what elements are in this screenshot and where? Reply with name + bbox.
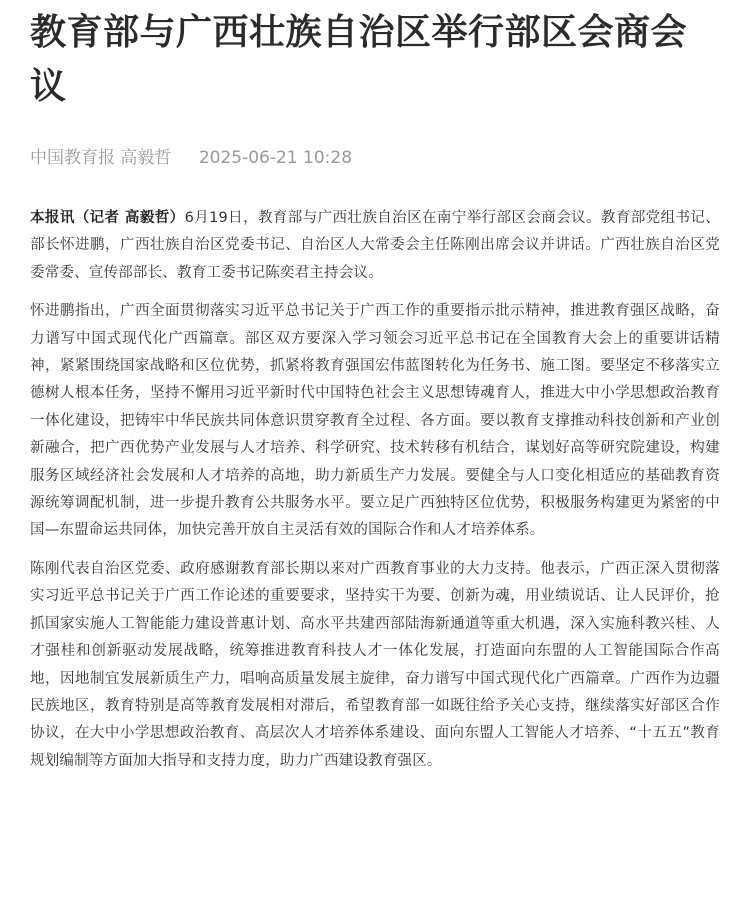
paragraph-text: 陈刚代表自治区党委、政府感谢教育部长期以来对广西教育事业的大力支持。他表示，广西正深入贯彻落实习近平总书记关于广西工作论述的重要要求，坚持实干为要、创新为魂，用业绩说话、让人民评价，抢抓国家实施人工智能能力建设普惠计划、高水平共建西部陆海新通道等重大机遇，深入实施科教兴桂、人才强桂和创新驱动发展战略，统筹推进教育科技人才一体化发展，打造面向东盟的人工智能国际合作高地，因地制宜发展新质生产力，唱响高质量发展主旋律，奋力谱写中国式现代化广西篇章。广西作为边疆民族地区，教育特别是高等教育发展相对滞后，希望教育部一如既往给予关心支持，继续落实好部区合作协议，在大中小学思想政治教育、高层次人才培养体系建设、面向东盟人工智能人才培养、“十五五”教育规划编制等方面加大指导和支持力度，助力广西建设教育强区。 bbox=[30, 560, 720, 769]
article-body bbox=[30, 205, 720, 786]
article-datetime: 2025-06-21 10:28 bbox=[198, 148, 353, 168]
article-source: 中国教育报 高毅哲 bbox=[30, 148, 172, 168]
article-title: 教育部与广西壮族自治区举行部区会商会议 bbox=[30, 12, 688, 107]
paragraph-text: 怀进鹏指出，广西全面贯彻落实习近平总书记关于广西工作的重要指示批示精神，推进教育强区战略，奋力谱写中国式现代化广西篇章。部区双方要深入学习领会习近平总书记在全国教育大会上的重要讲话精神，紧紧围绕国家战略和区位优势，抓紧将教育强国宏伟蓝图转化为任务书、施工图。要坚定不移落实立德树人根本任务，坚持不懈用习近平新时代中国特色社会主义思想铸魂育人，推进大中小学思想政治教育一体化建设，把铸牢中华民族共同体意识贯穿教育全过程、各方面。要以教育支撑推动科技创新和产业创新融合，把广西优势产业发展与人才培养、科学研究、技术转移有机结合，谋划好高等研究院建设，构建服务区域经济社会发展和人才培养的高地，助力新质生产力发展。要健全与人口变化相适应的基础教育资源统筹调配机制，进一步提升教育公共服务水平。要立足广西独特区位优势，积极服务构建更为紧密的中国—东盟命运共同体，加快完善开放自主灵活有效的国际合作和人才培养体系。 bbox=[30, 303, 720, 539]
paragraph bbox=[30, 298, 720, 545]
paragraph-text: 6月19日，教育部与广西壮族自治区在南宁举行部区会商会议。教育部党组书记、部长怀进鹏，广西壮族自治区党委书记、自治区人大常委会主任陈刚出席会议并讲话。广西壮族自治区党委常委、宣传部部长、教育工委书记陈奕君主持会议。 bbox=[30, 210, 720, 281]
paragraph bbox=[30, 205, 720, 287]
paragraph bbox=[30, 556, 720, 775]
paragraph-lead: 本报讯（记者 高毅哲） bbox=[30, 210, 185, 226]
article-meta bbox=[30, 145, 352, 171]
